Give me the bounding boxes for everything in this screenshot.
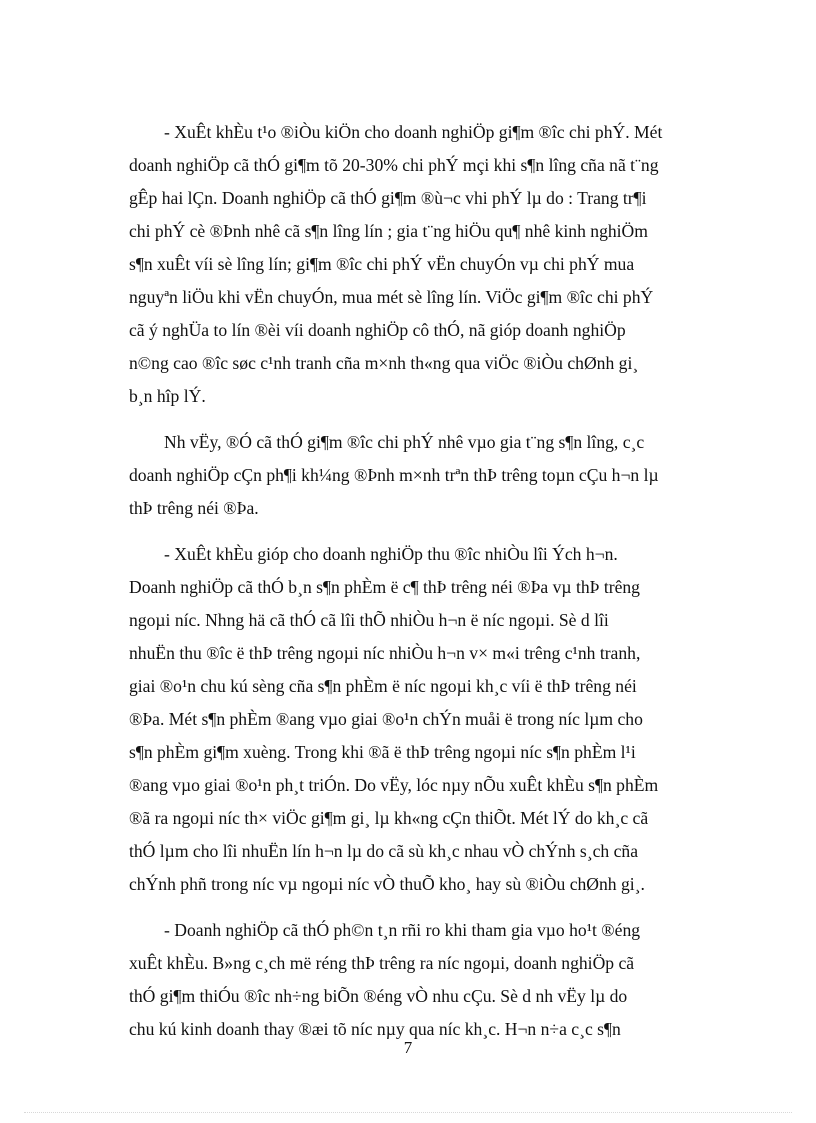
- text-line: chÝnh phñ trong níc vµ ngoµi níc vÒ thuÕ kho¸ hay sù ®iÒu chØnh gi¸.: [129, 874, 645, 894]
- text-line: - Doanh nghiÖp cã thÓ ph©n t¸n rñi ro khi tham gia vµo ho¹t ®éng: [164, 920, 641, 940]
- text-line: chi phÝ cè ®Þnh nhê cã s¶n lîng lín ; gia t¨ng hiÖu qu¶ nhê kinh nghiÖm: [129, 221, 648, 241]
- text-line: cã ý nghÜa to lín ®èi víi doanh nghiÖp cô thÓ, nã gióp doanh nghiÖp: [129, 320, 626, 340]
- paragraph-export-cost-reduction: [129, 116, 719, 413]
- text-line: nhuËn thu ®îc ë thÞ trêng ngoµi níc nhiÒu h¬n v× m«i trêng c¹nh tranh,: [129, 643, 641, 663]
- text-line: ®ã ra ngoµi níc th× viÖc gi¶m gi¸ lµ kh«ng cÇn thiÕt. Mét lÝ do kh¸c cã: [129, 808, 649, 828]
- text-line: Doanh nghiÖp cã thÓ b¸n s¶n phÈm ë c¶ thÞ trêng néi ®Þa vµ thÞ trêng: [129, 577, 640, 597]
- text-line: - XuÊt khÈu gióp cho doanh nghiÖp thu ®îc nhiÒu lîi Ých h¬n.: [164, 544, 618, 564]
- text-line: - XuÊt khÈu t¹o ®iÒu kiÖn cho doanh nghiÖp gi¶m ®îc chi phÝ. Mét: [164, 122, 663, 142]
- text-line: s¶n xuÊt víi sè lîng lín; gi¶m ®îc chi phÝ vËn chuyÓn vµ chi phÝ mua: [129, 254, 635, 274]
- text-line: doanh nghiÖp cÇn ph¶i kh¼ng ®Þnh m×nh trªn thÞ trêng toµn cÇu h¬n lµ: [129, 465, 659, 485]
- body-text: [129, 116, 719, 1046]
- text-line: nguyªn liÖu khi vËn chuyÓn, mua mét sè lîng lín. ViÖc gi¶m ®îc chi phÝ: [129, 287, 654, 307]
- text-line: doanh nghiÖp cã thÓ gi¶m tõ 20-30% chi phÝ mçi khi s¶n lîng cña nã t¨ng: [129, 155, 659, 175]
- paragraph-export-profit: [129, 538, 719, 901]
- text-line: b¸n hîp lÝ.: [129, 386, 206, 406]
- page-bottom-divider: [24, 1112, 792, 1113]
- text-line: thÓ gi¶m thiÓu ®îc nh÷ng biÕn ®éng vÒ nhu cÇu. Sè d nh vËy lµ do: [129, 986, 628, 1006]
- text-line: n©ng cao ®îc søc c¹nh tranh cña m×nh th«ng qua viÖc ®iÒu chØnh gi¸: [129, 353, 639, 373]
- paragraph-risk-diversification: [129, 914, 719, 1046]
- text-line: xuÊt khÈu. B»ng c¸ch më réng thÞ trêng ra níc ngoµi, doanh nghiÖp cã: [129, 953, 635, 973]
- text-line: gÊp hai lÇn. Doanh nghiÖp cã thÓ gi¶m ®ù¬c vhi phÝ lµ do : Trang tr¶i: [129, 188, 647, 208]
- page-number: 7: [403, 1038, 413, 1057]
- text-line: chu kú kinh doanh thay ®æi tõ níc nµy qua níc kh¸c. H¬n n÷a c¸c s¶n: [129, 1019, 621, 1039]
- text-line: s¶n phÈm gi¶m xuèng. Trong khi ®ã ë thÞ trêng ngoµi níc s¶n phÈm l¹i: [129, 742, 636, 762]
- text-line: ngoµi níc. Nhng hä cã thÓ cã lîi thÕ nhiÒu h¬n ë níc ngoµi. Sè d lîi: [129, 610, 609, 630]
- text-line: giai ®o¹n chu kú sèng cña s¶n phÈm ë níc ngoµi kh¸c víi ë thÞ trêng néi: [129, 676, 637, 696]
- text-line: thÞ trêng néi ®Þa.: [129, 498, 259, 518]
- text-line: ®Þa. Mét s¶n phÈm ®ang vµo giai ®o¹n chÝn muåi ë trong níc lµm cho: [129, 709, 643, 729]
- text-line: thÓ lµm cho lîi nhuËn lín h¬n lµ do cã sù kh¸c nhau vÒ chÝnh s¸ch cña: [129, 841, 639, 861]
- text-line: Nh vËy, ®Ó cã thÓ gi¶m ®îc chi phÝ nhê vµo gia t¨ng s¶n lîng, c¸c: [164, 432, 645, 452]
- text-line: ®ang vµo giai ®o¹n ph¸t triÓn. Do vËy, lóc nµy nÕu xuÊt khÈu s¶n phÈm: [129, 775, 659, 795]
- paragraph-global-market: [129, 426, 719, 525]
